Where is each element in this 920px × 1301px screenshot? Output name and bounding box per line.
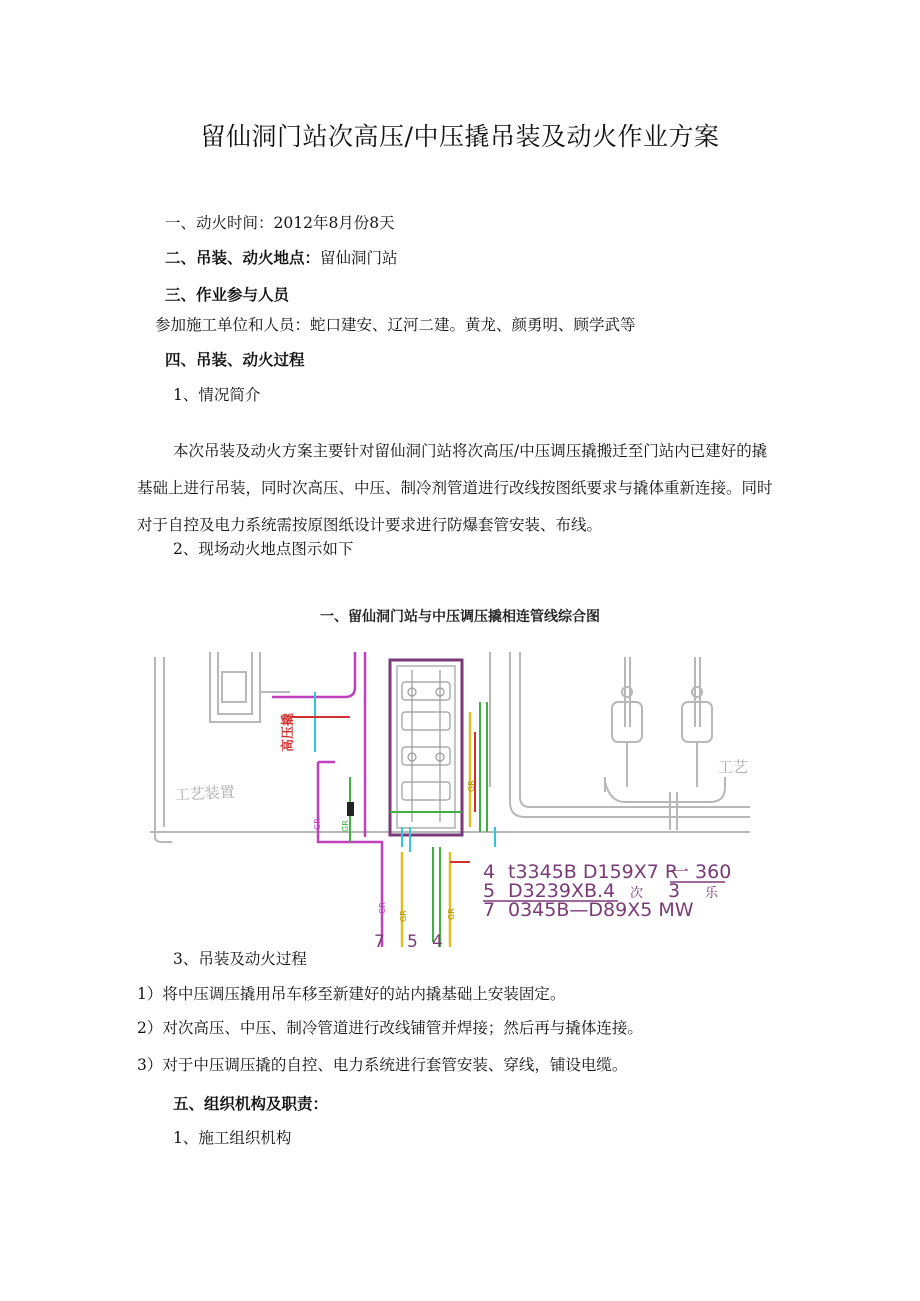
pipe-label-1: GR [313,818,322,830]
note-num-1: 4 [483,861,496,883]
note-mid-2: 次 [630,886,644,901]
note-text-3: 0345B—D89X5 MW [508,899,694,921]
section-2-value: 留仙洞门站 [320,249,398,267]
section-4-2-heading: 2、现场动火地点图示如下 [173,540,354,558]
pipe-label-3: GR [341,820,350,832]
section-4-3-heading: 3、吊装及动火过程 [173,950,307,968]
section-5-1-heading: 1、施工组织机构 [173,1129,292,1147]
section-2-location [165,250,398,267]
pipe-label-4: GR [399,910,408,922]
regulator-skid [390,660,462,835]
note-text-1: t3345B D159X7 R [508,861,679,883]
note-end-2: 乐 [705,886,719,901]
label-process-left: 工艺装置 [174,782,236,804]
pipe-spec-notes [483,861,731,921]
step-2: 2）对次高压、中压、制冷管道进行改线铺管并焊接；然后再与撬体连接。 [137,1019,643,1037]
section-2-label: 二、吊装、动火地点： [165,248,321,267]
note-tail-2: 3 [668,880,681,902]
section-1-time: 一、动火时间：2012年8月份8天 [165,214,395,232]
pipe-label-5: GR [447,908,456,920]
green-pipes [350,702,487,947]
pipeline-diagram [150,652,750,947]
note-num-2: 5 [483,880,496,902]
step-3: 3）对于中压调压撬的自控、电力系统进行套管安装、穿线，铺设电缆。 [137,1056,628,1074]
label-process-right: 工艺 [718,758,749,776]
section-3-heading: 三、作业参与人员 [165,285,290,304]
note-text-2: D3239XB.4 [508,880,616,902]
gray-frames [150,652,750,842]
magenta-pipes [272,652,382,947]
section-3-detail: 参加施工单位和人员：蛇口建安、辽河二建。黄龙、颜勇明、顾学武等 [155,316,636,334]
section-5-heading: 五、组织机构及职责： [173,1094,329,1113]
bottom-num-2: 5 [407,932,418,947]
valve-body-left [612,702,642,742]
section-4-1-body-text: 本次吊装及动火方案主要针对留仙洞门站将次高压/中压调压撬搬迁至门站内已建好的撬基础上进行吊装，同时次高压、中压、制冷剂管道进行改线按图纸要求与撬体重新连接。同时对于自控及电力系统需按原图纸设计要求进行防爆套管安装、布线。 [137,442,773,534]
label-high-pressure: 高压撬 [281,712,296,752]
section-4-heading: 四、吊装、动火过程 [165,350,305,369]
note-tail-1: 一 360 [670,861,732,883]
figure-title: 一、留仙洞门站与中压调压撬相连管线综合图 [320,609,600,625]
step-1: 1）将中压调压撬用吊车移至新建好的站内撬基础上安装固定。 [137,985,566,1003]
bottom-num-1: 7 [374,932,385,947]
page-title: 留仙洞门站次高压/中压撬吊装及动火作业方案 [200,122,720,151]
section-4-1-body [137,433,777,544]
valve-symbol [347,802,354,816]
bottom-num-3: 4 [432,932,443,947]
pipe-label-2: GR [378,902,387,914]
section-4-1-heading: 1、情况简介 [173,386,261,404]
note-num-3: 7 [483,899,496,921]
pipe-label-6: GR [467,780,476,792]
valve-body-right [682,702,712,742]
